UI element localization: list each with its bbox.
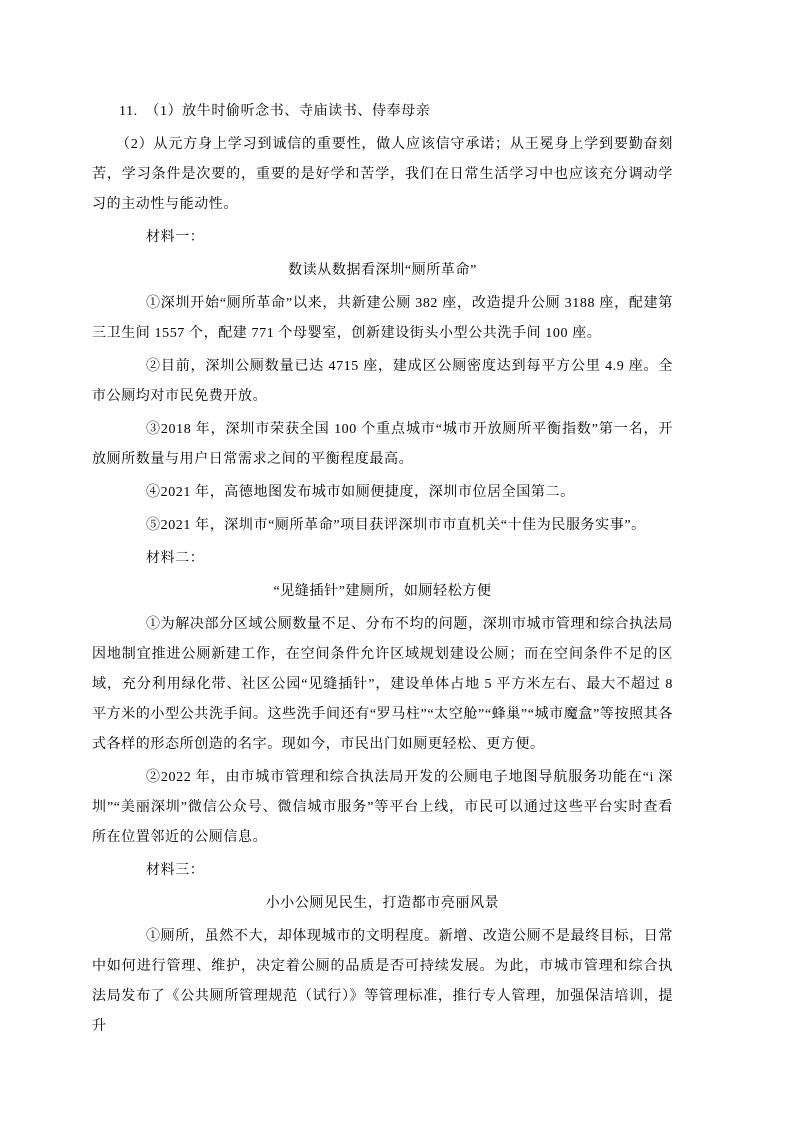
material-1-item-1: ①深圳开始“厕所革命”以来，共新建公厕 382 座，改造提升公厕 3188 座，配建第三卫生间 1557 个，配建 771 个母婴室，创新建设街头小型公共洗手间 100 座。 — [92, 296, 673, 341]
material-3-title: 小小公厕见民生，打造都市亮丽风景 — [265, 896, 500, 911]
material-2-label: 材料二： — [146, 551, 205, 566]
material-1-item-3: ③2018 年，深圳市荣获全国 100 个重点城市“城市开放厕所平衡指数”第一名，开放厕所数量与用户日常需求之间的平衡程度最高。 — [92, 422, 673, 467]
answer-11-part1: 11. （1）放牛时偷听念书、寺庙读书、侍奉母亲 — [119, 104, 431, 119]
material-1-item-5: ⑤2021 年，深圳市“厕所革命”项目获评深圳市市直机关“十佳为民服务实事”。 — [146, 518, 646, 533]
material-2-para-1: ①为解决部分区域公厕数量不足、分布不均的问题，深圳市城市管理和综合执法局因地制宜推进公厕新建工作，在空间条件允许区域规划建设公厕；而在空间条件不足的区域，充分利用绿化带、社区公园“见缝插针”，建设单体占地 5 平方米左右、最大不超过 8 平方米的小型公共洗手间。这些洗手间还有“罗马柱”“太空舱”“蜂巢”“城市魔盒”等按照其各式各样的形态所创造的名字。现如今，市民出门如厕更轻松、更方便。 — [92, 617, 673, 752]
material-3-label: 材料三： — [146, 863, 205, 878]
material-2-title: “见缝插针”建厕所，如厕轻松方便 — [273, 584, 492, 599]
material-3-para-1: ①厕所，虽然不大，却体现城市的文明程度。新增、改造公厕不是最终目标，日常中如何进行管理、维护，决定着公厕的品质是否可持续发展。为此，市城市管理和综合执法局发布了《公共厕所管理规范（试行）》等管理标准，推行专人管理，加强保洁培训，提升 — [92, 929, 673, 1034]
material-2-para-2: ②2022 年，由市城市管理和综合执法局开发的公厕电子地图导航服务功能在“i 深圳”“美丽深圳”微信公众号、微信城市服务”等平台上线，市民可以通过这些平台实时查看所在位置邻近的公厕信息。 — [92, 770, 673, 845]
material-1-item-4: ④2021 年，高德地图发布城市如厕便捷度，深圳市位居全国第二。 — [146, 485, 575, 500]
material-1-label: 材料一： — [146, 230, 205, 245]
answer-11-part2: （2）从元方身上学习到诚信的重要性，做人应该信守承诺；从王冕身上学到要勤奋刻苦，学习条件是次要的，重要的是好学和苦学，我们在日常生活学习中也应该充分调动学习的主动性与能动性。 — [92, 137, 673, 212]
material-1-item-2: ②目前，深圳公厕数量已达 4715 座，建成区公厕密度达到每平方公里 4.9 座。全市公厕均对市民免费开放。 — [92, 359, 673, 404]
material-1-title: 数读从数据看深圳“厕所革命” — [288, 263, 477, 278]
